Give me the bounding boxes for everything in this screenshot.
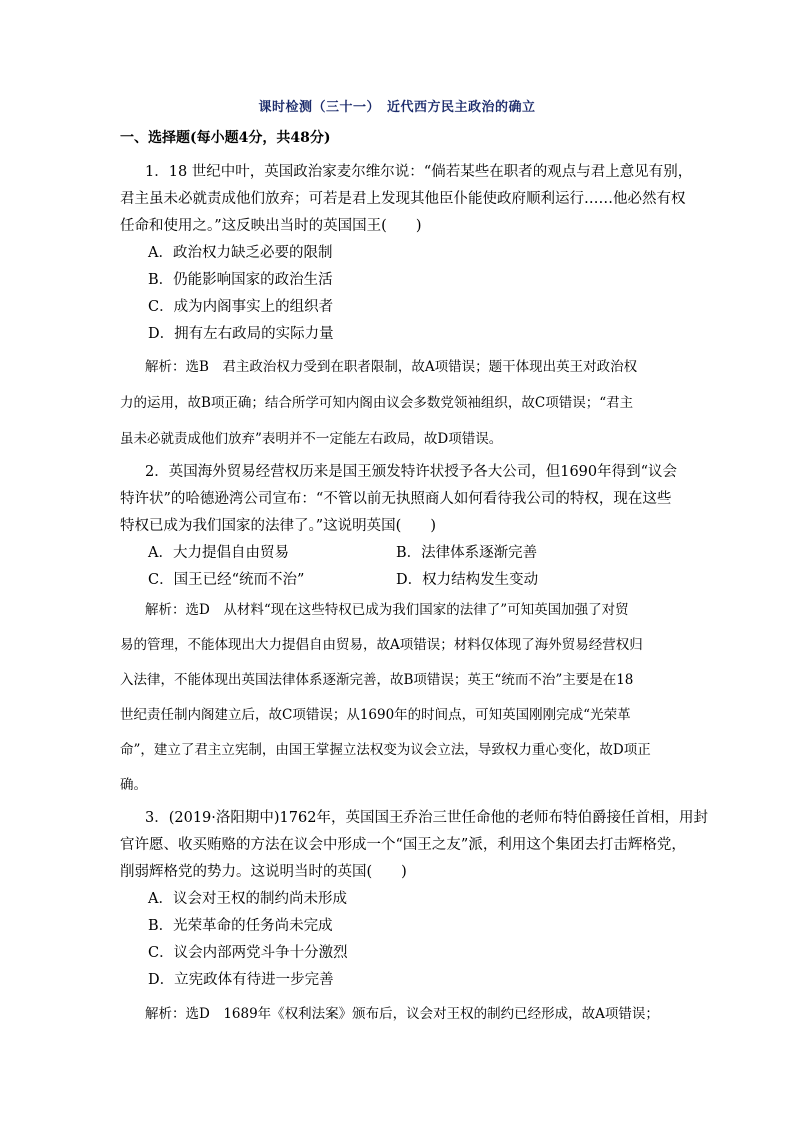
question-2-stem-line-2: 特许状”的哈德逊湾公司宣布：“不管以前无执照商人如何看待我公司的特权，现在这些 [120, 491, 672, 507]
question-1-stem-line-1: 1．18 世纪中叶，英国政治家麦尔维尔说：“倘若某些在职者的观点与君上意见有别， [145, 164, 693, 180]
question-2-analysis-line-5: 命”，建立了君主立宪制，由国王掌握立法权变为议会立法，导致权力重心变化，故D项正 [120, 742, 651, 758]
question-3-analysis-line-1: 解析：选D 1689年《权利法案》颁布后，议会对王权的制约已经形成，故A项错误； [145, 1006, 659, 1022]
question-1-analysis-line-2: 力的运用，故B项正确；结合所学可知内阁由议会多数党领袖组织，故C项错误；“君主 [120, 395, 634, 411]
question-3-stem-line-3: 削弱辉格党的势力。这说明当时的英国( ) [120, 864, 407, 880]
question-2-option-a: A．大力提倡自由贸易 [148, 545, 289, 561]
question-3-option-a: A．议会对王权的制约尚未形成 [148, 891, 347, 907]
question-1-analysis-line-3: 虽未必就责成他们放弃”表明并不一定能左右政局，故D项错误。 [120, 431, 503, 447]
question-2-option-d: D．权力结构发生变动 [396, 572, 539, 588]
question-2-analysis-line-3: 入法律，不能体现出英国法律体系逐渐完善，故B项错误；英王“统而不治”主要是在18 [120, 672, 634, 688]
section-heading: 一、选择题(每小题4分，共48分) [120, 130, 331, 146]
question-3-option-d: D．立宪政体有待进一步完善 [148, 972, 334, 988]
question-3-stem-line-1: 3．(2019·洛阳期中)1762年，英国国王乔治三世任命他的老师布特伯爵接任首相，用封 [145, 810, 708, 826]
question-2-option-b: B．法律体系逐渐完善 [396, 545, 538, 561]
question-2-analysis-line-4: 世纪责任制内阁建立后，故C项错误；从1690年的时间点，可知英国刚刚完成“光荣革 [120, 707, 631, 723]
question-2-stem-line-3: 特权已成为我们国家的法律了。”这说明英国( ) [120, 518, 436, 534]
question-1-option-c: C．成为内阁事实上的组织者 [148, 299, 334, 315]
question-1-analysis-line-1: 解析：选B 君主政治权力受到在职者限制，故A项错误；题干体现出英王对政治权 [145, 359, 638, 375]
question-2-stem-line-1: 2．英国海外贸易经营权历来是国王颁发特许状授予各大公司，但1690年得到“议会 [145, 464, 678, 480]
question-1-stem-line-3: 任命和使用之。”这反映出当时的英国国王( ) [120, 218, 422, 234]
question-2-analysis-line-1: 解析：选D 从材料“现在这些特权已成为我们国家的法律了”可知英国加强了对贸 [145, 602, 629, 618]
question-1-option-a: A．政治权力缺乏必要的限制 [148, 245, 333, 261]
question-3-stem-line-2: 官许愿、收买贿赂的方法在议会中形成一个“国王之友”派，利用这个集团去打击辉格党， [120, 837, 686, 853]
question-3-option-b: B．光荣革命的任务尚未完成 [148, 918, 333, 934]
question-2-analysis-line-2: 易的管理，不能体现出大力提倡自由贸易，故A项错误；材料仅体现了海外贸易经营权归 [120, 637, 643, 653]
question-3-option-c: C．议会内部两党斗争十分激烈 [148, 945, 348, 961]
question-2-analysis-line-6: 确。 [120, 777, 147, 793]
question-2-option-c: C．国王已经“统而不治” [148, 572, 305, 588]
question-1-option-d: D．拥有左右政局的实际力量 [148, 326, 334, 342]
page-title: 课时检测（三十一） 近代西方民主政治的确立 [258, 100, 536, 115]
question-1-option-b: B．仍能影响国家的政治生活 [148, 272, 333, 288]
question-1-stem-line-2: 君主虽未必就责成他们放弃；可若是君上发现其他臣仆能使政府顺利运行……他必然有权 [120, 191, 686, 207]
